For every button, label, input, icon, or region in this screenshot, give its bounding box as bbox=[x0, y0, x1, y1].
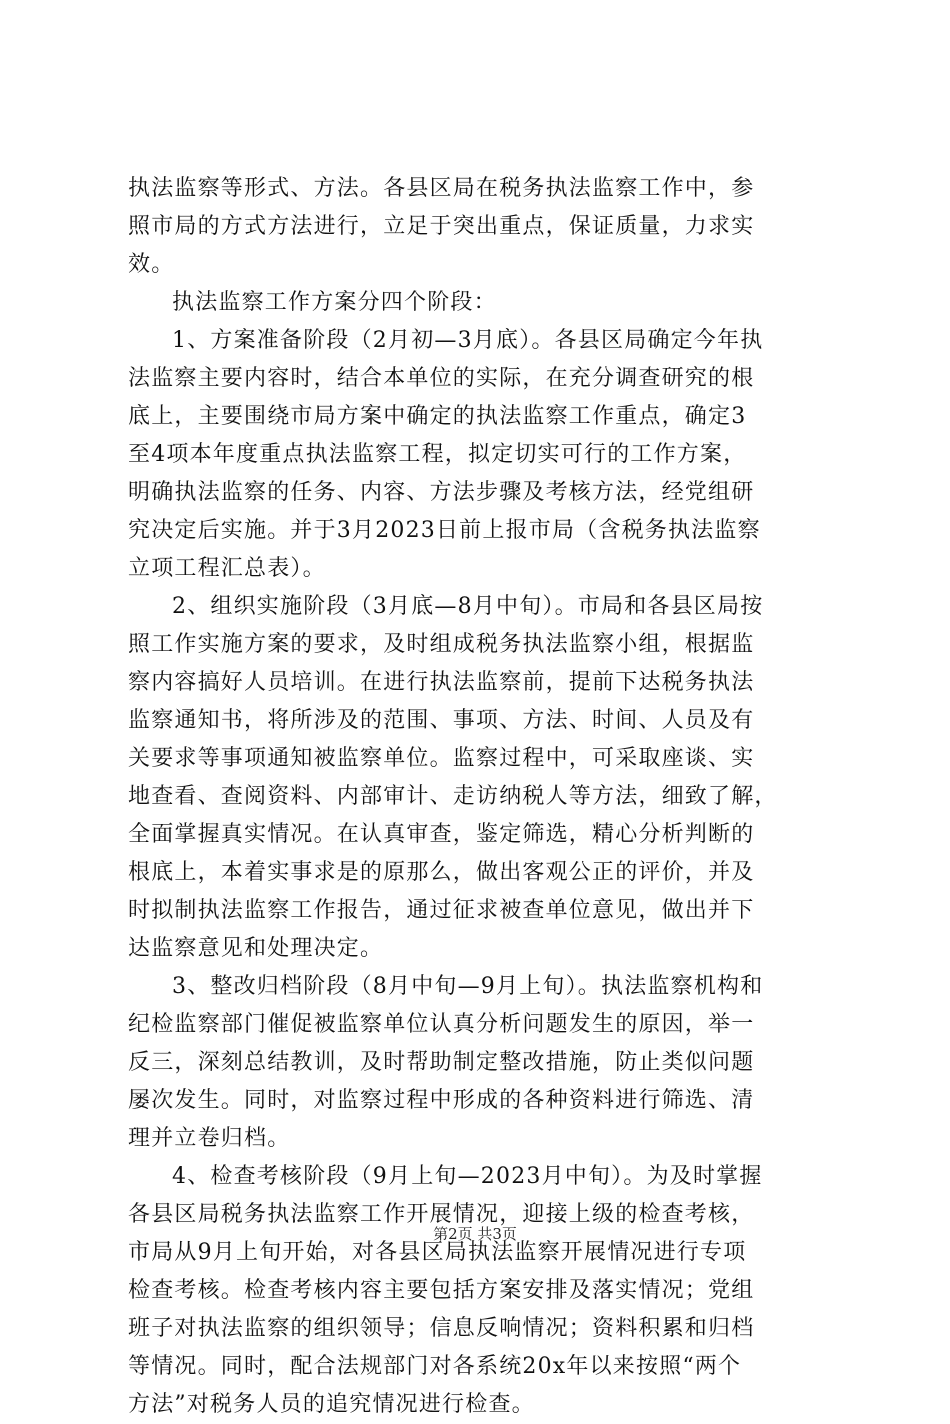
body-line: 照市局的方式方法进行，立足于突出重点，保证质量，力求实 bbox=[128, 214, 755, 239]
body-line: 察内容搞好人员培训。在进行执法监察前，提前下达税务执法 bbox=[128, 670, 755, 695]
body-line: 时拟制执法监察工作报告，通过征求被查单位意见，做出并下 bbox=[128, 898, 755, 923]
body-line: 方法”对税务人员的追究情况进行检查。 bbox=[128, 1392, 535, 1417]
body-line: 理并立卷归档。 bbox=[128, 1126, 291, 1151]
page-number-footer: 第2页 共3页 bbox=[433, 1225, 517, 1243]
body-line: 地查看、查阅资料、内部审计、走访纳税人等方法，细致了解， bbox=[128, 784, 778, 809]
body-line: 监察通知书，将所涉及的范围、事项、方法、时间、人员及有 bbox=[128, 708, 755, 733]
stage-3-heading-line: 3、整改归档阶段（8月中旬—9月上旬）。执法监察机构和 bbox=[172, 974, 764, 999]
body-line: 根底上，本着实事求是的原那么，做出客观公正的评价，并及 bbox=[128, 860, 755, 885]
body-line: 执法监察等形式、方法。各县区局在税务执法监察工作中，参 bbox=[128, 176, 755, 201]
body-line: 班子对执法监察的组织领导；信息反响情况；资料积累和归档 bbox=[128, 1316, 755, 1341]
body-line: 底上，主要围绕市局方案中确定的执法监察工作重点，确定3 bbox=[128, 404, 747, 429]
body-line: 明确执法监察的任务、内容、方法步骤及考核方法，经党组研 bbox=[128, 480, 755, 505]
stage-1-heading-line: 1、方案准备阶段（2月初—3月底）。各县区局确定今年执 bbox=[172, 328, 764, 353]
body-line: 至4项本年度重点执法监察工程，拟定切实可行的工作方案， bbox=[128, 442, 747, 467]
stage-4-heading-line: 4、检查考核阶段（9月上旬—2023月中旬）。为及时掌握 bbox=[172, 1164, 763, 1189]
section-intro-line: 执法监察工作方案分四个阶段： bbox=[172, 290, 497, 315]
body-line: 究决定后实施。并于3月2023日前上报市局（含税务执法监察 bbox=[128, 518, 761, 543]
body-line: 关要求等事项通知被监察单位。监察过程中，可采取座谈、实 bbox=[128, 746, 755, 771]
body-line: 屡次发生。同时，对监察过程中形成的各种资料进行筛选、清 bbox=[128, 1088, 755, 1113]
body-line: 纪检监察部门催促被监察单位认真分析问题发生的原因，举一 bbox=[128, 1012, 755, 1037]
body-line: 市局从9月上旬开始，对各县区局执法监察开展情况进行专项 bbox=[128, 1240, 747, 1265]
body-line: 全面掌握真实情况。在认真审查，鉴定筛选，精心分析判断的 bbox=[128, 822, 755, 847]
body-line: 立项工程汇总表）。 bbox=[128, 556, 326, 581]
body-line: 各县区局税务执法监察工作开展情况，迎接上级的检查考核， bbox=[128, 1202, 755, 1227]
body-line: 效。 bbox=[128, 252, 175, 277]
body-line: 等情况。同时，配合法规部门对各系统20x年以来按照“两个 bbox=[128, 1354, 742, 1379]
body-line: 检查考核。检查考核内容主要包括方案安排及落实情况；党组 bbox=[128, 1278, 755, 1303]
body-line: 达监察意见和处理决定。 bbox=[128, 936, 384, 961]
body-line: 反三，深刻总结教训，及时帮助制定整改措施，防止类似问题 bbox=[128, 1050, 755, 1075]
body-line: 照工作实施方案的要求，及时组成税务执法监察小组，根据监 bbox=[128, 632, 755, 657]
body-line: 法监察主要内容时，结合本单位的实际，在充分调查研究的根 bbox=[128, 366, 755, 391]
stage-2-heading-line: 2、组织实施阶段（3月底—8月中旬）。市局和各县区局按 bbox=[172, 594, 764, 619]
